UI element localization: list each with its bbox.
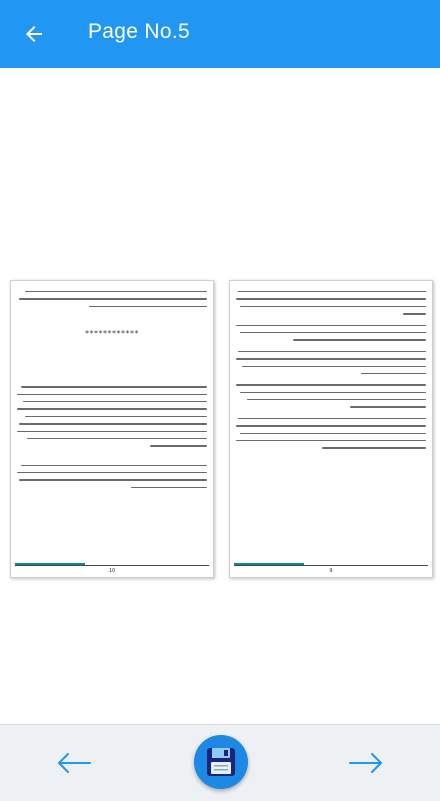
- page-number: 10: [108, 568, 116, 574]
- page-footer-accent: [15, 563, 85, 565]
- save-button[interactable]: [194, 735, 248, 789]
- page-footer-accent: [234, 563, 304, 565]
- bottom-toolbar: [0, 724, 440, 801]
- page-footer-rule: [15, 565, 209, 566]
- book-page-right: [229, 280, 433, 578]
- arrow-left-icon: [22, 22, 46, 46]
- section-separator: ************: [85, 329, 139, 339]
- book-page-left: [10, 280, 214, 578]
- page-text-block: [236, 287, 426, 571]
- page-text-block: [17, 287, 207, 571]
- page-title: Page No.5: [88, 20, 190, 43]
- arrow-right-icon: [348, 751, 384, 775]
- back-button[interactable]: [14, 14, 54, 54]
- arrow-left-icon: [56, 751, 92, 775]
- page-viewer[interactable]: [0, 68, 440, 724]
- page-footer-rule: [234, 565, 428, 566]
- floppy-disk-icon: [204, 745, 238, 779]
- app-bar: [0, 0, 440, 68]
- next-page-button[interactable]: [344, 741, 388, 785]
- page-number: 9: [329, 568, 333, 574]
- previous-page-button[interactable]: [52, 741, 96, 785]
